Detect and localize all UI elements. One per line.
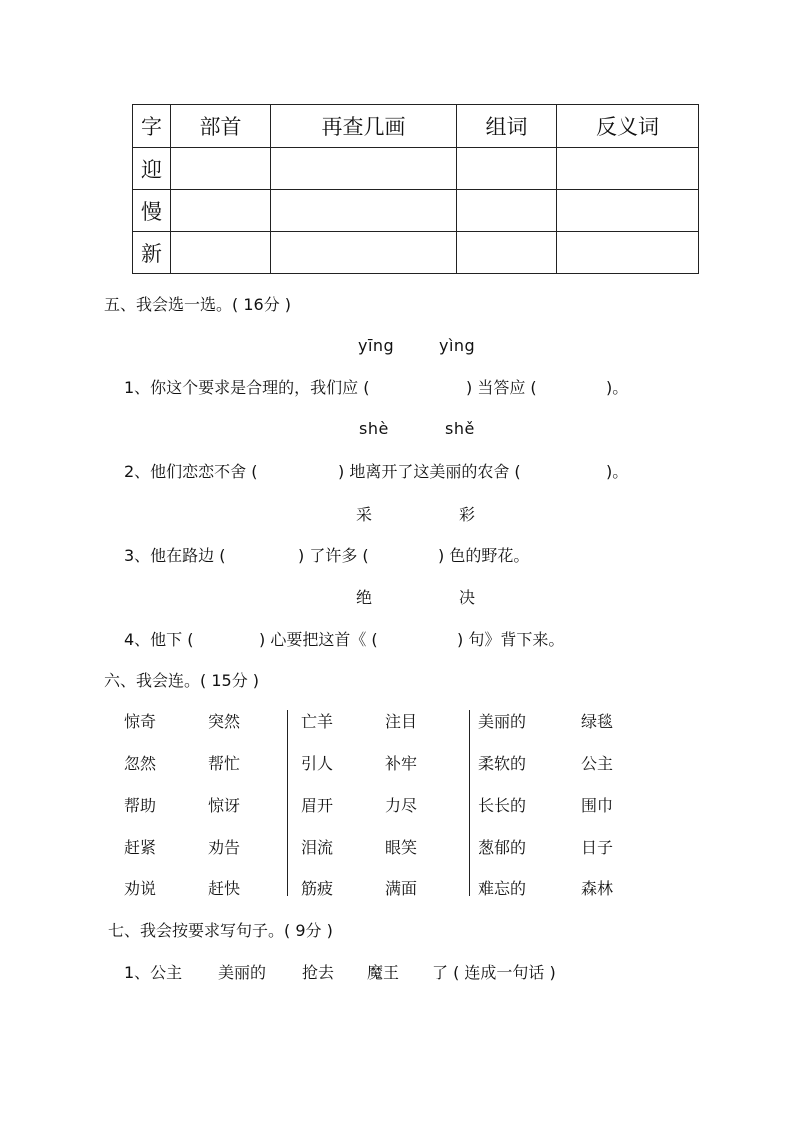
row-character: 迎 bbox=[133, 148, 171, 190]
table-row bbox=[133, 232, 699, 274]
q2-text-a: 2、他们恋恋不舍 ( bbox=[124, 462, 258, 481]
option-b: shě bbox=[445, 419, 475, 438]
match-word[interactable]: 筋疲 bbox=[301, 879, 334, 898]
row-character: 新 bbox=[133, 232, 171, 274]
blank-cell[interactable] bbox=[271, 232, 457, 274]
option-b: 决 bbox=[459, 588, 476, 607]
character-table bbox=[132, 104, 699, 274]
match-word[interactable]: 惊讶 bbox=[208, 796, 241, 815]
match-word[interactable]: 围巾 bbox=[581, 796, 614, 815]
q1-text-a: 1、你这个要求是合理的，我们应 ( bbox=[124, 378, 370, 397]
blank-cell[interactable] bbox=[557, 190, 699, 232]
match-word[interactable]: 公主 bbox=[581, 754, 614, 773]
table-header-cell: 字 bbox=[133, 105, 171, 148]
sentence-word: 了 ( 连成一句话 ) bbox=[432, 963, 556, 982]
blank-cell[interactable] bbox=[457, 190, 557, 232]
match-word[interactable]: 长长的 bbox=[478, 796, 527, 815]
match-word[interactable]: 补牢 bbox=[385, 754, 418, 773]
q3-text-a: 3、他在路边 ( bbox=[124, 546, 226, 565]
match-word[interactable]: 眼笑 bbox=[385, 838, 418, 857]
match-word[interactable]: 满面 bbox=[385, 879, 418, 898]
q1-text-b: ) 当答应 ( bbox=[466, 378, 537, 397]
match-word[interactable]: 突然 bbox=[208, 712, 241, 731]
q2-text-b: ) 地离开了这美丽的农舍 ( bbox=[338, 462, 521, 481]
match-word[interactable]: 赶快 bbox=[208, 879, 241, 898]
match-word[interactable]: 难忘的 bbox=[478, 879, 527, 898]
table-row bbox=[133, 190, 699, 232]
table-row bbox=[133, 148, 699, 190]
match-word[interactable]: 引人 bbox=[301, 754, 334, 773]
blank-cell[interactable] bbox=[271, 190, 457, 232]
section-5-heading: 五、我会选一选。( 16分 ) bbox=[104, 295, 292, 314]
match-word[interactable]: 亡羊 bbox=[301, 712, 334, 731]
blank-cell[interactable] bbox=[457, 148, 557, 190]
table-header-cell: 再查几画 bbox=[271, 105, 457, 148]
q3-text-b: ) 了许多 ( bbox=[298, 546, 369, 565]
q1-number: 1、公主 bbox=[124, 963, 183, 982]
blank-cell[interactable] bbox=[457, 232, 557, 274]
match-word[interactable]: 绿毯 bbox=[581, 712, 614, 731]
match-word[interactable]: 泪流 bbox=[301, 838, 334, 857]
match-word[interactable]: 忽然 bbox=[124, 754, 157, 773]
section-7-heading: 七、我会按要求写句子。( 9分 ) bbox=[108, 921, 333, 940]
sentence-word: 美丽的 bbox=[218, 963, 267, 982]
match-word[interactable]: 日子 bbox=[581, 838, 614, 857]
table-header-cell: 部首 bbox=[171, 105, 271, 148]
match-word[interactable]: 柔软的 bbox=[478, 754, 527, 773]
q4-text-c: ) 句》背下来。 bbox=[457, 630, 565, 649]
table-header-row bbox=[133, 105, 699, 148]
q4-text-b: ) 心要把这首《 ( bbox=[259, 630, 378, 649]
match-word[interactable]: 眉开 bbox=[301, 796, 334, 815]
match-word[interactable]: 注目 bbox=[385, 712, 418, 731]
table-header-cell: 反义词 bbox=[557, 105, 699, 148]
match-word[interactable]: 葱郁的 bbox=[478, 838, 527, 857]
section-6-heading: 六、我会连。( 15分 ) bbox=[104, 671, 260, 690]
group-divider bbox=[469, 710, 470, 896]
q2-text-c: )。 bbox=[606, 462, 629, 481]
blank-cell[interactable] bbox=[557, 148, 699, 190]
option-a: shè bbox=[359, 419, 389, 438]
match-word[interactable]: 劝说 bbox=[124, 879, 157, 898]
blank-cell[interactable] bbox=[171, 232, 271, 274]
blank-cell[interactable] bbox=[557, 232, 699, 274]
group-divider bbox=[287, 710, 288, 896]
match-word[interactable]: 惊奇 bbox=[124, 712, 157, 731]
option-a: 采 bbox=[356, 505, 373, 524]
q4-text-a: 4、他下 ( bbox=[124, 630, 194, 649]
blank-cell[interactable] bbox=[171, 190, 271, 232]
blank-cell[interactable] bbox=[171, 148, 271, 190]
match-word[interactable]: 劝告 bbox=[208, 838, 241, 857]
blank-cell[interactable] bbox=[271, 148, 457, 190]
sentence-word: 魔王 bbox=[367, 963, 400, 982]
option-b: 彩 bbox=[459, 505, 476, 524]
match-word[interactable]: 美丽的 bbox=[478, 712, 527, 731]
option-a: 绝 bbox=[356, 588, 373, 607]
match-word[interactable]: 帮助 bbox=[124, 796, 157, 815]
table-header-cell: 组词 bbox=[457, 105, 557, 148]
row-character: 慢 bbox=[133, 190, 171, 232]
match-word[interactable]: 力尽 bbox=[385, 796, 418, 815]
q3-text-c: ) 色的野花。 bbox=[438, 546, 530, 565]
q1-text-c: )。 bbox=[606, 378, 629, 397]
match-word[interactable]: 赶紧 bbox=[124, 838, 157, 857]
match-word[interactable]: 帮忙 bbox=[208, 754, 241, 773]
match-word[interactable]: 森林 bbox=[581, 879, 614, 898]
sentence-word: 抢去 bbox=[302, 963, 335, 982]
option-b: yìng bbox=[439, 336, 476, 355]
option-a: yīng bbox=[358, 336, 395, 355]
